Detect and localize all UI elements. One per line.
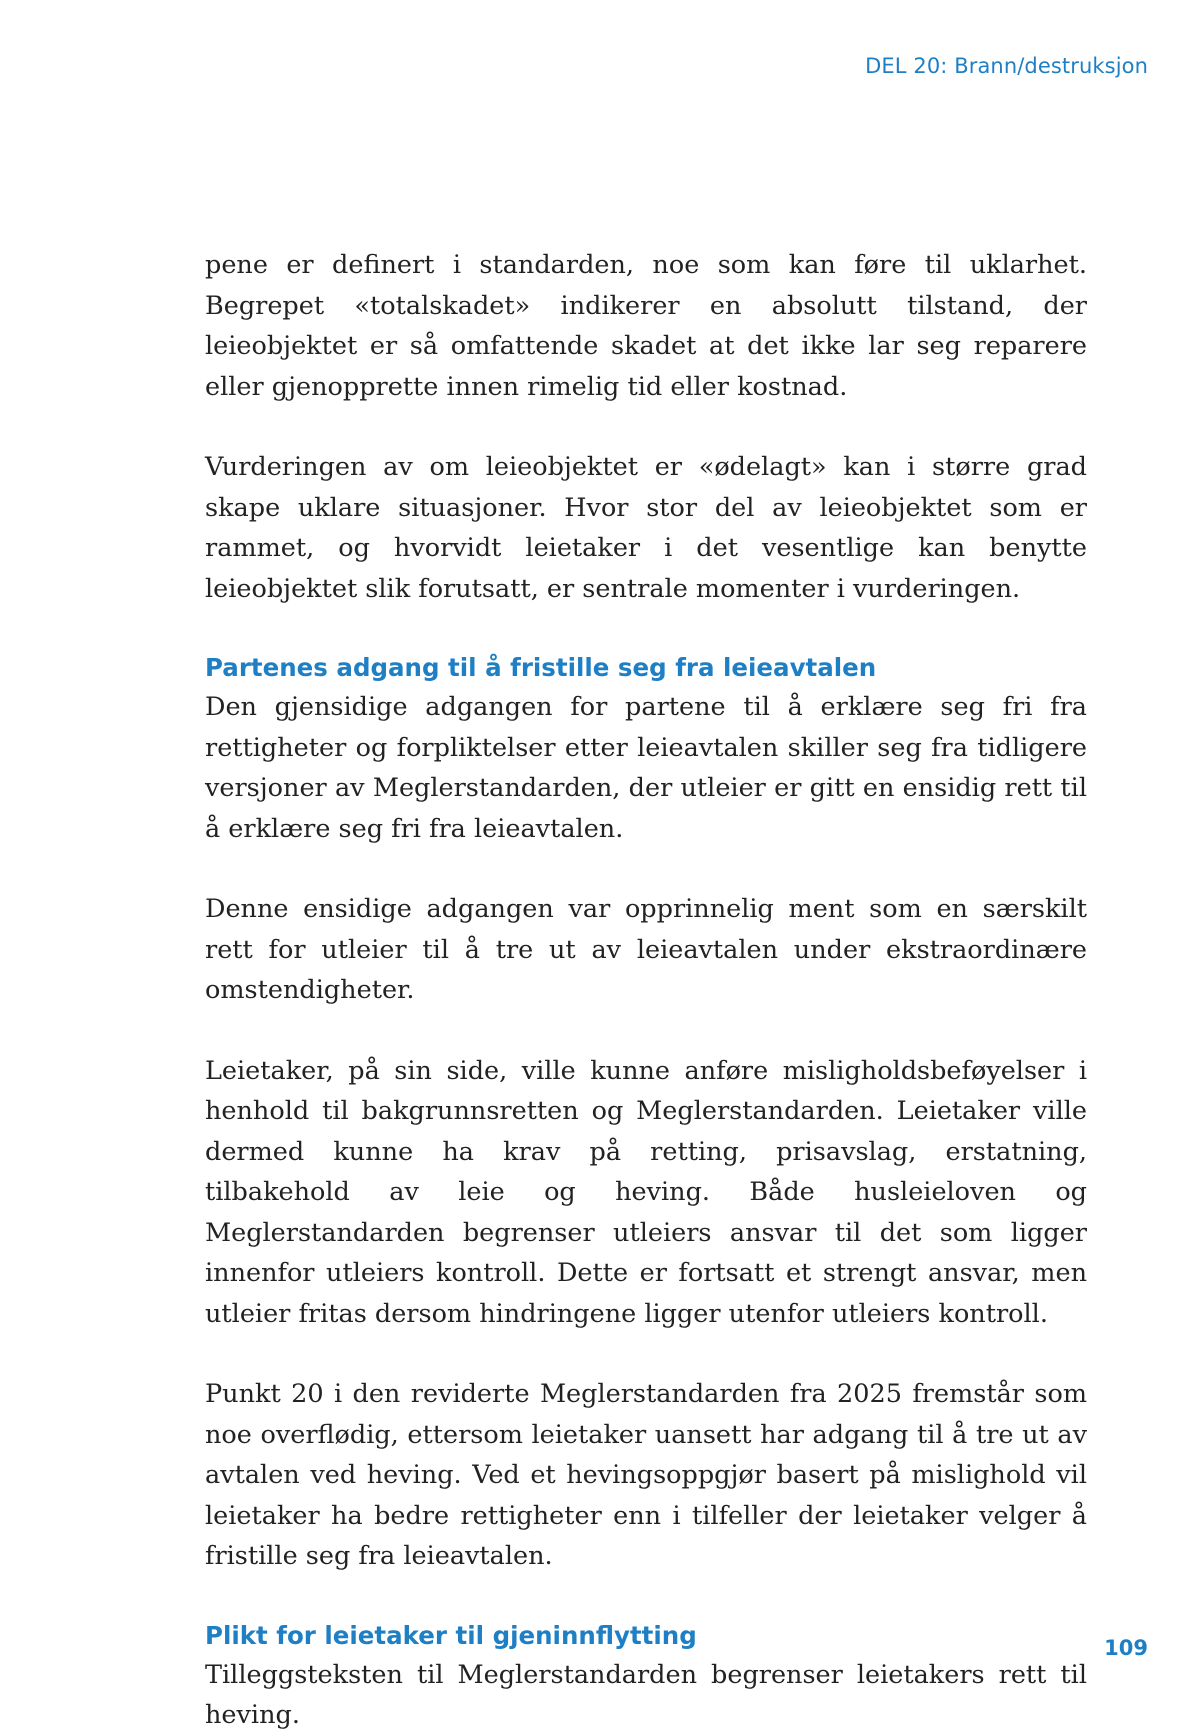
paragraph: pene er definert i standarden, noe som kan føre til uklarhet. Begrepet «totalskadet» indikerer en absolutt tilstand, der leieobjektet er så omfattende skadet at det ikke lar seg reparere eller gjenopprette innen rimelig tid eller kostnad. bbox=[205, 250, 1087, 402]
paragraph: Denne ensidige adgangen var opprinnelig ment som en særskilt rett for utleier til å tre ut av leieavtalen under ekstraordinære omstendigheter. bbox=[205, 894, 1087, 1005]
paragraph: Tilleggsteksten til Meglerstandarden begrenser leietakers rett til heving. bbox=[205, 1659, 1087, 1730]
running-header: DEL 20: Brann/destruksjon bbox=[865, 54, 1148, 78]
paragraph: Punkt 20 i den reviderte Meglerstandarden fra 2025 fremstår som noe overflødig, ettersom leietaker uansett har adgang til å tre ut av avtalen ved heving. Ved et hevingsoppgjør basert på mislighold vil leietaker ha bedre rettigheter enn i tilfeller der leietaker velger å fristille seg fra leieavtalen. bbox=[205, 1379, 1087, 1571]
body-text bbox=[205, 245, 1087, 1736]
paragraph: Leietaker, på sin side, ville kunne anføre misligholdsbeføyelser i henhold til bakgrunnsretten og Meglerstandarden. Leietaker ville dermed kunne ha krav på retting, prisavslag, erstatning, tilbakehold av leie og heving. Både husleieloven og Meglerstandarden begrenser utleiers ansvar til det som ligger innenfor utleiers kontroll. Dette er fortsatt et strengt ansvar, men utleier fritas dersom hindringene ligger utenfor utleiers kontroll. bbox=[205, 1055, 1087, 1329]
section-heading: Partenes adgang til å fristille seg fra leieavtalen bbox=[205, 653, 877, 682]
paragraph: Den gjensidige adgangen for partene til å erklære seg fri fra rettigheter og forpliktelser etter leieavtalen skiller seg fra tidligere versjoner av Meglerstandarden, der utleier er gitt en ensidig rett til å erklære seg fri fra leieavtalen. bbox=[205, 692, 1087, 844]
section-heading: Plikt for leietaker til gjeninnflytting bbox=[205, 1620, 697, 1650]
page-number: 109 bbox=[1104, 1636, 1148, 1660]
paragraph: Vurderingen av om leieobjektet er «ødelagt» kan i større grad skape uklare situasjoner. Hvor stor del av leieobjektet som er rammet, og hvorvidt leietaker i det vesentlige kan benytte leieobjektet slik forutsatt, er sentrale momenter i vurderingen. bbox=[205, 452, 1087, 604]
